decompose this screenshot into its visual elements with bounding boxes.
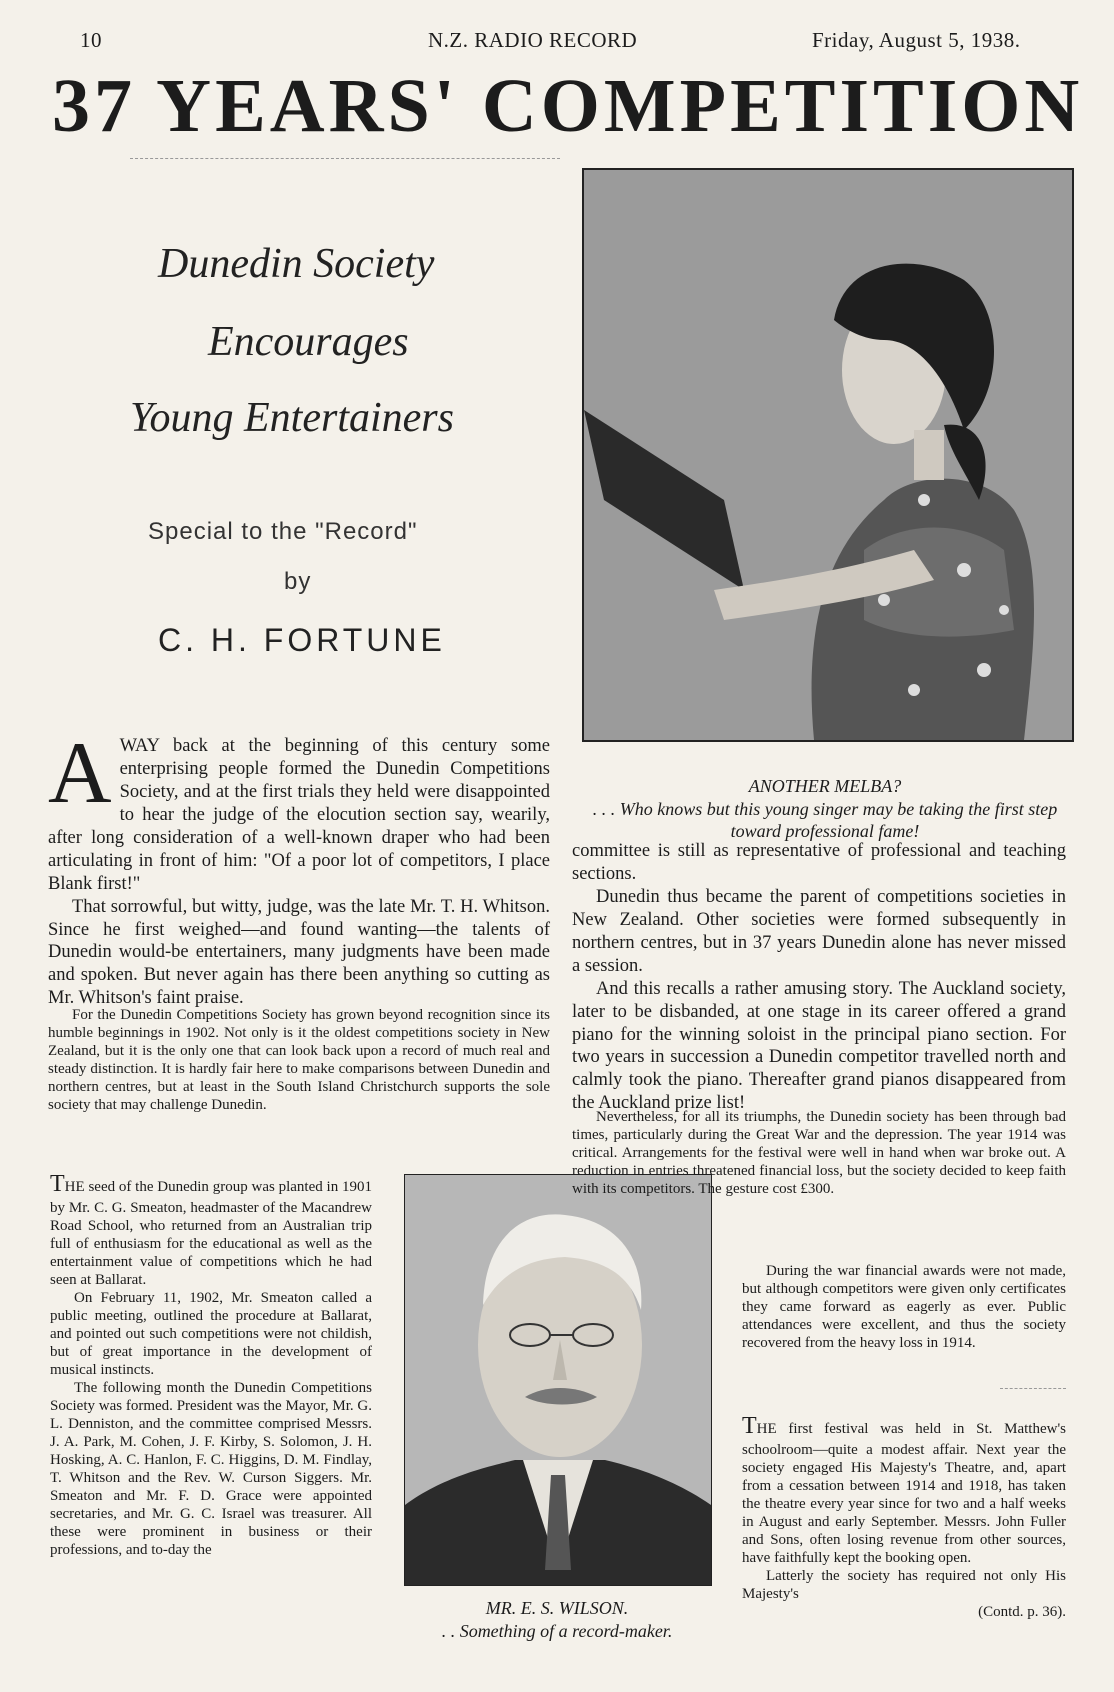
initial-t-seed: T (50, 1171, 65, 1197)
paragraph-nevertheless: Nevertheless, for all its triumphs, the Dunedin society has been through bad times, particularly during the Great War and the depression. The year 1914 was critical. Arrangements for the festival were well in hand when war broke out. A reduction in entries threatened financial loss, but the society decided to keep faith with its competitors. The gesture cost £300. (572, 1109, 1066, 1197)
intro-paragraph: WAY back at the beginning of this century some enterprising people formed the Dunedin Competitions Society, and at the first trials they held were disappointed to hear the judge of the elocution section say, wearily, after long consideration of a well-known draper who had been articulating in front of him: "Of a poor lot of competitors, I place Blank first!" (48, 736, 550, 894)
paragraph-recognition-text: For the Dunedin Competitions Society has grown beyond recognition since its humble beginnings in 1902. Not only is it the oldest competitions society in New Zealand, but it is the only one that can look back upon a record of much real and steady distinction. It is hardly fair here to make comparisons between Dunedin and northern centres, but at least in the South Island Christchurch supports the sole society that may challenge Dunedin. (48, 1007, 550, 1113)
portrait-illustration (405, 1175, 711, 1585)
paragraph-during: During the war financial awards were not made, but although competitors were given only certificates they came forward as eagerly as ever. Public attendances were excellent, and thus the society recovered from the heavy loss in 1914. (742, 1263, 1066, 1351)
headline: 37 YEARS' COMPETITION (52, 64, 1084, 148)
caption-text-wilson: . . Something of a record-maker. (441, 1620, 673, 1641)
issue-date: Friday, August 5, 1938. (812, 28, 1021, 52)
paragraph-festival: HE first festival was held in St. Matthew's schoolroom—quite a modest affair. Next year the society engaged His Majesty's Theatre, and, apart from a cessation between 1914 and 1918, has taken the theatre every year since for two and a half weeks in August and early September. Messrs. John Fuller and Sons, often losing revenue from other sources, have faithfully kept the booking open. (742, 1421, 1066, 1566)
byline-author: C. H. FORTUNE (158, 622, 446, 658)
headline-divider (130, 158, 560, 159)
paragraph-latterly: Latterly the society has required not only His Majesty's (742, 1567, 1066, 1602)
article-right-upper (572, 840, 1066, 1115)
paragraph-recalls: And this recalls a rather amusing story. The Auckland society, later to be disbanded, at one stage in its career offered a grand piano for the winning soloist in the principal piano section. For two years in succession a Dunedin competitor travelled north and calmly took the piano. Thereafter grand pianos disappeared from the Auckland prize list! (572, 978, 1066, 1114)
paragraph-nevertheless-wrapper (572, 1108, 1066, 1198)
byline-special: Special to the "Record" (148, 518, 418, 545)
caption-title: ANOTHER MELBA? (748, 776, 902, 796)
paragraph-parent: Dunedin thus became the parent of competitions societies in New Zealand. Other societies were formed subsequently in northern centres, but in 37 years Dunedin alone has never missed a session. (572, 886, 1066, 976)
continued-notice[interactable]: (Contd. p. 36). (978, 1603, 1066, 1620)
paragraph-following: The following month the Dunedin Competitions Society was formed. President was the Mayor, Mr. G. L. Denniston, and the committee comprised Messrs. J. A. Park, M. Cohen, J. F. Kirby, S. Solomon, J. H. Hosking, A. C. Hanlon, F. C. Higgins, D. M. Findlay, T. Whitson and the Rev. W. Curson Siggers. Mr. Smeaton and Mr. F. D. Grace were appointed secretaries, and Mr. G. C. Israel was treasurer. All these were prominent in business or their professions, and to-day the (50, 1379, 372, 1558)
paragraph-recognition (48, 1006, 550, 1114)
subheading-line-1: Dunedin Society (158, 241, 435, 287)
dropcap-a: A (48, 725, 112, 822)
section-divider (1000, 1388, 1066, 1389)
singer-illustration (584, 170, 1072, 740)
publication-name: N.Z. RADIO RECORD (428, 28, 638, 52)
byline-by: by (284, 568, 312, 595)
caption-young-singer (570, 775, 1080, 843)
paragraph-february: On February 11, 1902, Mr. Smeaton called a public meeting, outlined the procedure at Ballarat, and pointed out such competitions were not childish, but of great importance in the development of musical instincts. (50, 1289, 372, 1378)
initial-t-festival: T (742, 1413, 757, 1439)
paragraph-committee: committee is still as representative of professional and teaching sections. (572, 841, 1066, 884)
subheading-line-3: Young Entertainers (130, 395, 454, 441)
paragraph-whitson: That sorrowful, but witty, judge, was the late Mr. T. H. Whitson. Since he first weighed—and found wanting—the talents of Dunedin would-be entertainers, many judgments have been made and spoken. But never again has there been anything so cutting as Mr. Whitson's faint praise. (48, 896, 550, 1009)
photo-young-singer (582, 168, 1074, 742)
article-seed-column (50, 1170, 372, 1559)
caption-es-wilson (404, 1597, 710, 1642)
article-festival-column (742, 1412, 1066, 1621)
caption-title-wilson: MR. E. S. WILSON. (485, 1598, 629, 1618)
paragraph-seed: HE seed of the Dunedin group was planted in 1901 by Mr. C. G. Smeaton, headmaster of the Macandrew Road School, who returned from an Australian trip full of enthusiasm for the educational as well as the entertainment value of competitions which he had seen at Ballarat. (50, 1179, 372, 1288)
paragraph-during-wrapper (742, 1262, 1066, 1352)
subheading-line-2: Encourages (208, 319, 409, 365)
caption-text: . . . Who knows but this young singer may be taking the first step toward professional fame! (592, 798, 1058, 841)
photo-es-wilson (404, 1174, 712, 1586)
article-intro (48, 725, 550, 1010)
page-number: 10 (80, 28, 102, 52)
